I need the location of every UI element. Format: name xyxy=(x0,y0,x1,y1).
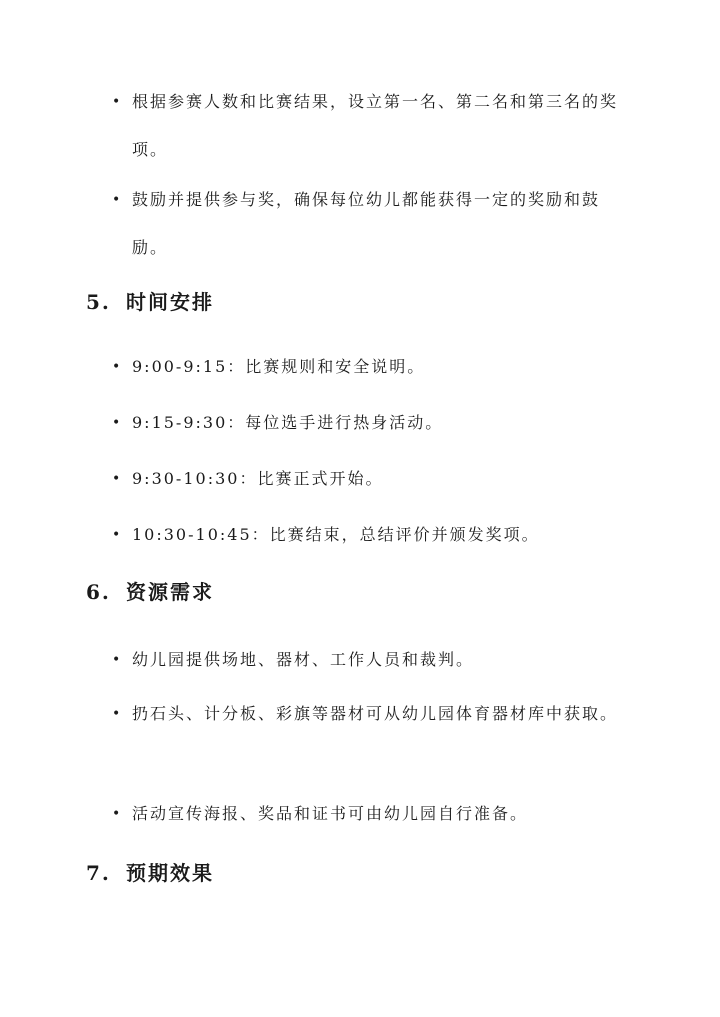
list-item-text: 10:30-10:45：比赛结束，总结评价并颁发奖项。 xyxy=(132,525,540,544)
section-heading xyxy=(86,287,214,317)
list-item-text: 根据参赛人数和比赛结果，设立第一名、第二名和第三名的奖项。 xyxy=(132,92,619,159)
list-item-text: 鼓励并提供参与奖，确保每位幼儿都能获得一定的奖励和鼓励。 xyxy=(132,190,601,257)
list-item-text: 扔石头、计分板、彩旗等器材可从幼儿园体育器材库中获取。 xyxy=(132,704,619,723)
section-number: 7. xyxy=(86,861,111,885)
section-title: 时间安排 xyxy=(126,290,214,314)
list-item xyxy=(112,690,632,738)
bullet-icon: • xyxy=(112,94,123,110)
list-item-text: 幼儿园提供场地、器材、工作人员和裁判。 xyxy=(132,650,475,669)
list-item xyxy=(112,343,632,391)
list-item-text: 9:15-9:30：每位选手进行热身活动。 xyxy=(132,413,444,432)
section-title: 资源需求 xyxy=(126,580,214,604)
list-item xyxy=(112,399,632,447)
section-title: 预期效果 xyxy=(126,861,214,885)
section-heading xyxy=(86,577,214,607)
bullet-icon: • xyxy=(112,706,123,722)
list-item xyxy=(112,176,632,272)
list-item xyxy=(112,455,632,503)
bullet-icon: • xyxy=(112,527,123,543)
section-heading xyxy=(86,858,214,888)
section-number: 5. xyxy=(86,290,111,314)
bullet-icon: • xyxy=(112,359,123,375)
section-number: 6. xyxy=(86,580,111,604)
list-item-text: 活动宣传海报、奖品和证书可由幼儿园自行准备。 xyxy=(132,804,529,823)
bullet-icon: • xyxy=(112,652,123,668)
bullet-icon: • xyxy=(112,192,123,208)
list-item xyxy=(112,78,632,174)
list-item xyxy=(112,511,632,559)
list-item-text: 9:00-9:15：比赛规则和安全说明。 xyxy=(132,357,426,376)
list-item xyxy=(112,636,632,684)
list-item-text: 9:30-10:30：比赛正式开始。 xyxy=(132,469,384,488)
bullet-icon: • xyxy=(112,806,123,822)
list-item xyxy=(112,790,632,838)
bullet-icon: • xyxy=(112,415,123,431)
bullet-icon: • xyxy=(112,471,123,487)
